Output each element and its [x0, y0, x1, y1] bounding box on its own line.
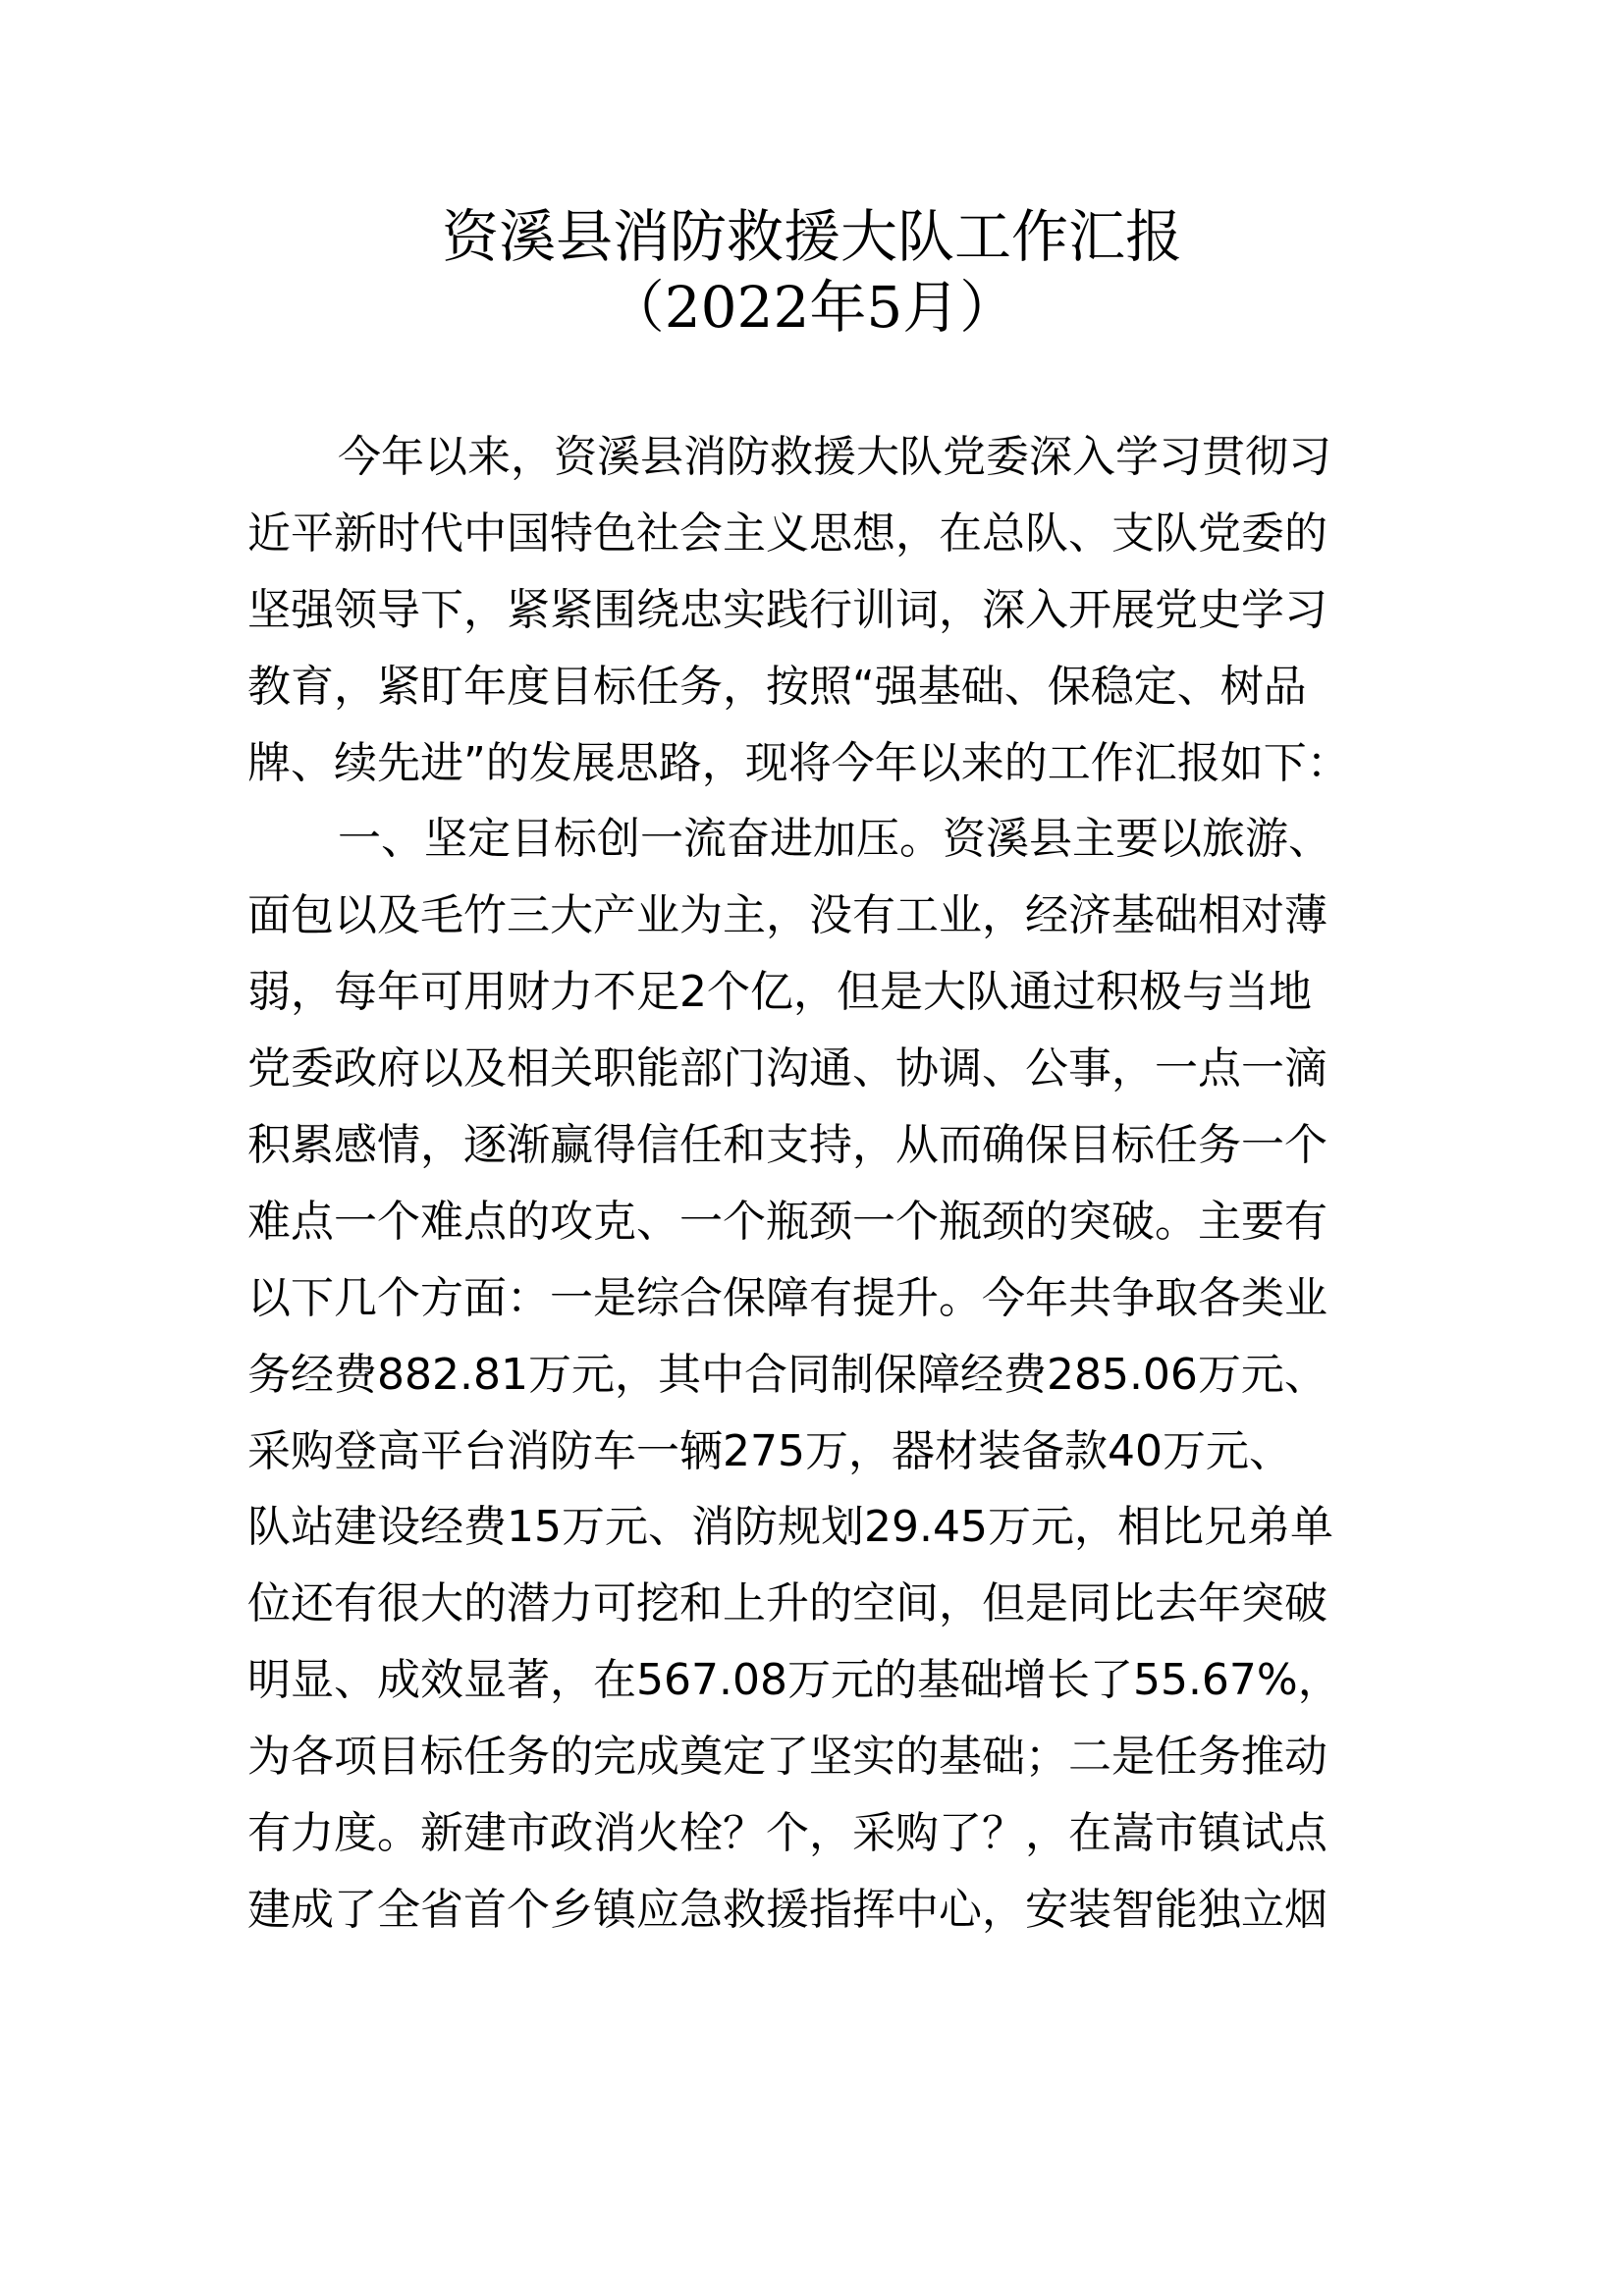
paragraph-line: 务经费882.81万元，其中合同制保障经费285.06万元、 — [247, 1349, 1327, 1400]
document-body — [247, 419, 1406, 1949]
paragraph-line: 以下几个方面：一是综合保障有提升。今年共争取各类业 — [247, 1272, 1327, 1323]
document-subtitle: （2022年5月） — [607, 274, 1017, 341]
paragraph-line: 一、坚定目标创一流奋进加压。资溪县主要以旅游、 — [338, 814, 1331, 865]
document-title: 资溪县消防救援大队工作汇报 — [441, 203, 1182, 270]
paragraph-line: 队站建设经费15万元、消防规划29.45万元，相比兄弟单 — [247, 1502, 1333, 1553]
paragraph-line: 牌、续先进”的发展思路，现将今年以来的工作汇报如下： — [247, 737, 1350, 788]
paragraph-line: 今年以来，资溪县消防救援大队党委深入学习贯彻习 — [338, 432, 1331, 482]
paragraph-line: 为各项目标任务的完成奠定了坚实的基础；二是任务推动 — [247, 1732, 1327, 1783]
paragraph-line: 弱，每年可用财力不足2个亿，但是大队通过积极与当地 — [247, 967, 1312, 1018]
paragraph-line: 坚强领导下，紧紧围绕忠实践行训词，深入开展党史学习 — [247, 584, 1327, 635]
paragraph-line: 难点一个难点的攻克、一个瓶颈一个瓶颈的突破。主要有 — [247, 1196, 1327, 1247]
paragraph-line: 积累感情，逐渐赢得信任和支持，从而确保目标任务一个 — [247, 1120, 1327, 1171]
paragraph-line: 位还有很大的潜力可挖和上升的空间，但是同比去年突破 — [247, 1578, 1327, 1629]
paragraph-line: 面包以及毛竹三大产业为主，没有工业，经济基础相对薄 — [247, 890, 1327, 941]
paragraph-line: 明显、成效显著，在567.08万元的基础增长了55.67%， — [247, 1655, 1341, 1706]
paragraph-line: 建成了全省首个乡镇应急救援指挥中心，安装智能独立烟 — [247, 1884, 1327, 1935]
paragraph-line: 党委政府以及相关职能部门沟通、协调、公事，一点一滴 — [247, 1043, 1327, 1095]
paragraph-line: 有力度。新建市政消火栓？个，采购了？，在嵩市镇试点 — [247, 1808, 1327, 1859]
paragraph-line: 近平新时代中国特色社会主义思想，在总队、支队党委的 — [247, 507, 1327, 559]
paragraph-line: 教育，紧盯年度目标任务，按照“强基础、保稳定、树品 — [247, 661, 1307, 712]
paragraph-line: 采购登高平台消防车一辆275万，器材装备款40万元、 — [247, 1425, 1292, 1476]
